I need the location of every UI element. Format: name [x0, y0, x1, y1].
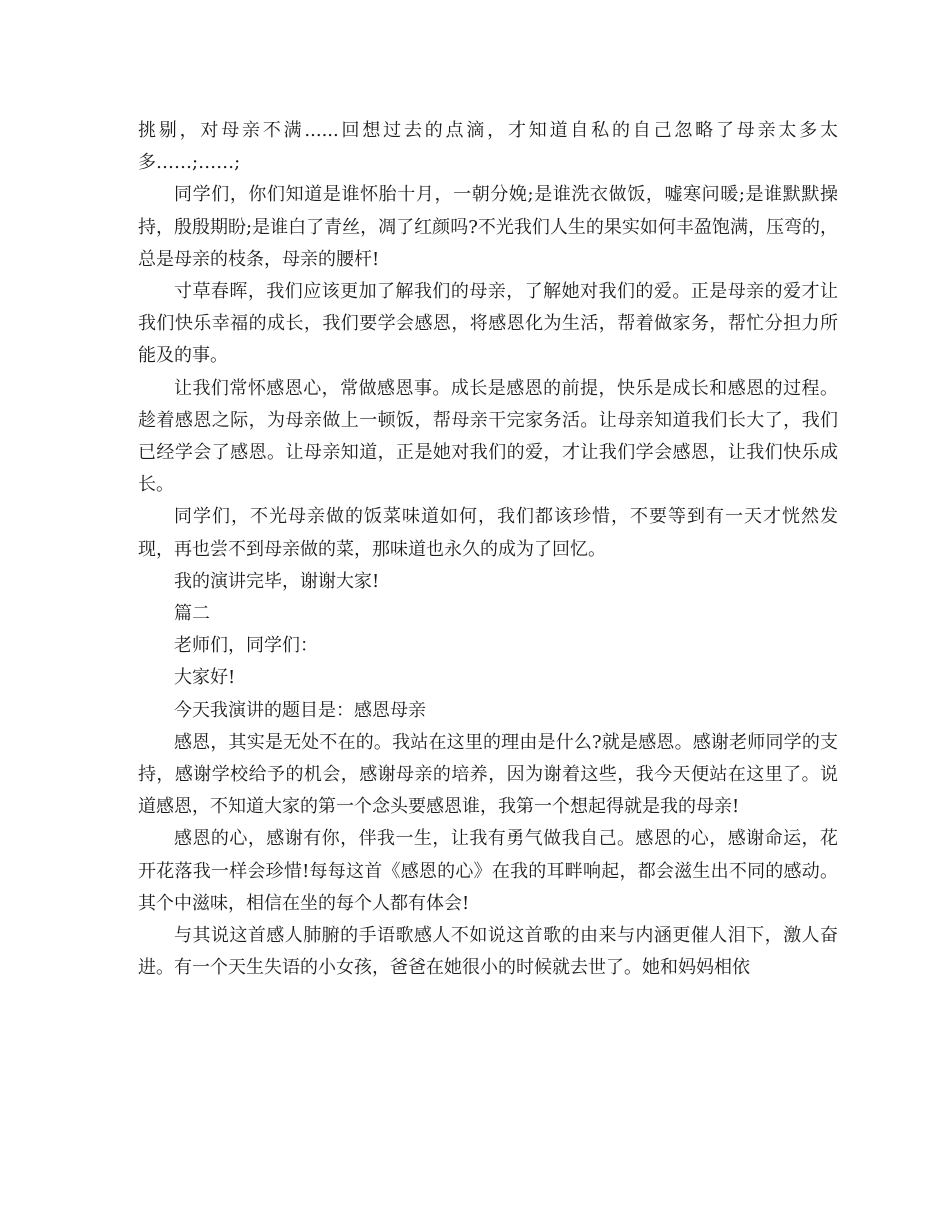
paragraph: 感恩的心，感谢有你，伴我一生，让我有勇气做我自己。感恩的心，感谢命运，花开花落我一样会珍惜!每每这首《感恩的心》在我的耳畔响起，都会滋生出不同的感动。其个中滋味，相信在坐的每个人都有体会! [138, 828, 838, 914]
paragraph: 同学们，你们知道是谁怀胎十月，一朝分娩;是谁洗衣做饭，嘘寒问暖;是谁默默操持，殷殷期盼;是谁白了青丝，凋了红颜吗?不光我们人生的果实如何丰盈饱满，压弯的，总是母亲的枝条，母亲的腰杆! [138, 184, 838, 270]
speech-topic: 今天我演讲的题目是：感恩母亲 [174, 699, 426, 721]
section-heading: 篇二 [174, 603, 210, 625]
document-body [138, 115, 838, 984]
paragraph: 感恩，其实是无处不在的。我站在这里的理由是什么?就是感恩。感谢老师同学的支持，感谢学校给予的机会，感谢母亲的培养，因为谢着这些，我今天便站在这里了。说道感恩，不知道大家的第一个念头要感恩谁，我第一个想起得就是我的母亲! [138, 731, 838, 818]
paragraph-continuation: 挑剔，对母亲不满......回想过去的点滴，才知道自私的自己忽略了母亲太多太多……;……; [138, 120, 838, 174]
closing-remark: 我的演讲完毕，谢谢大家! [174, 570, 380, 592]
paragraph: 同学们，不光母亲做的饭菜味道如何，我们都该珍惜，不要等到有一天才恍然发现，再也尝不到母亲做的菜，那味道也永久的成为了回忆。 [138, 506, 838, 560]
paragraph: 让我们常怀感恩心，常做感恩事。成长是感恩的前提，快乐是成长和感恩的过程。趁着感恩之际，为母亲做上一顿饭，帮母亲干完家务活。让母亲知道我们长大了，我们已经学会了感恩。让母亲知道，正是她对我们的爱，才让我们学会感恩，让我们快乐成长。 [138, 377, 838, 496]
greeting: 大家好! [174, 667, 236, 689]
paragraph: 与其说这首感人肺腑的手语歌感人不如说这首歌的由来与内涵更催人泪下，激人奋进。有一个天生失语的小女孩，爸爸在她很小的时候就去世了。她和妈妈相依 [138, 925, 838, 979]
paragraph: 寸草春晖，我们应该更加了解我们的母亲，了解她对我们的爱。正是母亲的爱才让我们快乐幸福的成长，我们要学会感恩，将感恩化为生活，帮着做家务，帮忙分担力所能及的事。 [138, 281, 838, 367]
salutation: 老师们，同学们： [174, 635, 318, 657]
